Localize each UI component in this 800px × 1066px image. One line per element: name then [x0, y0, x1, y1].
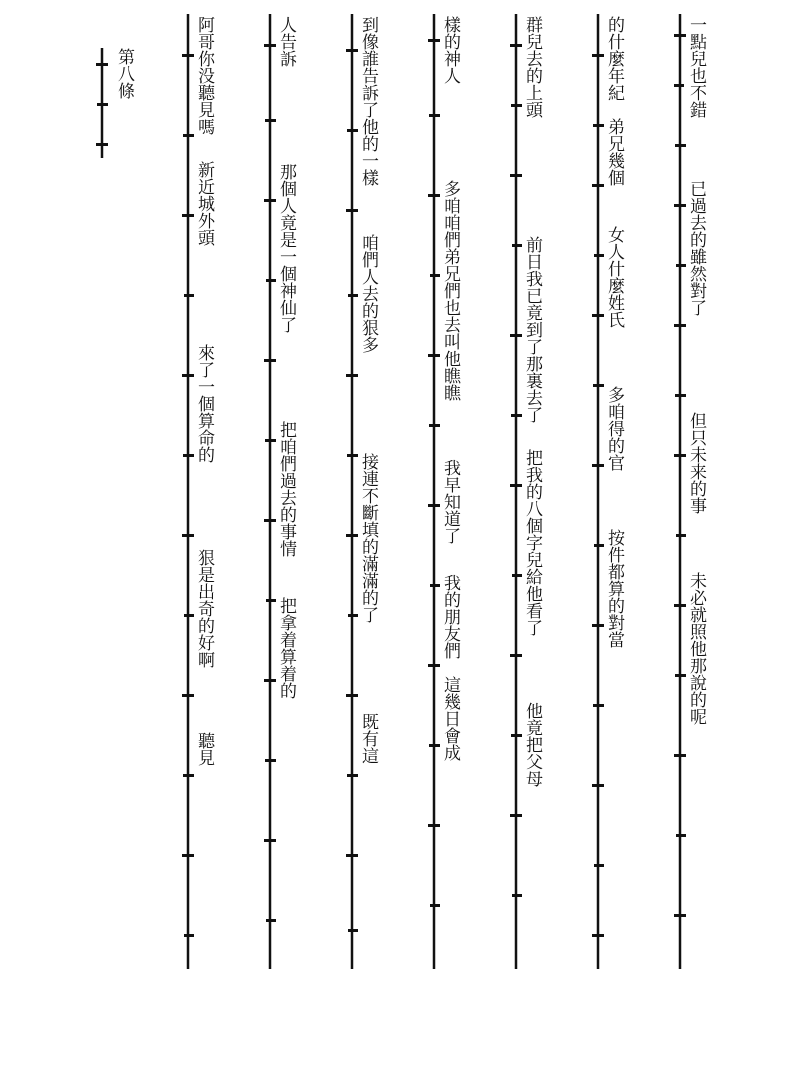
text-segment: 的什麼年紀 弟兄幾個 — [604, 16, 624, 186]
text-column-1 — [686, 16, 706, 725]
text-segment: 接連不斷填的滿滿的了 — [358, 453, 378, 623]
text-segment: 新近城外頭 — [194, 161, 214, 246]
text-segment: 女人什麼姓氏 — [604, 226, 624, 328]
text-segment: 我早知道了 — [440, 459, 460, 544]
text-segment: 但只未来的事 — [686, 412, 706, 514]
text-segment: 把咱們過去的事情 — [276, 421, 296, 557]
text-segment: 那個人竟是一個神仙了 — [276, 163, 296, 333]
text-segment: 到像誰告訴了他的一樣 — [358, 16, 378, 186]
text-segment: 多咱咱們弟兄們也去叫他瞧瞧 — [440, 180, 460, 401]
text-column-3 — [522, 16, 542, 787]
text-segment: 按件都算的對當 — [604, 529, 624, 648]
text-column-4 — [440, 16, 460, 761]
section-heading — [114, 48, 134, 99]
text-segment: 他竟把父母 — [522, 702, 542, 787]
text-segment: 群兒去的上頭 — [522, 16, 542, 118]
text-segment: 既有這 — [358, 713, 378, 764]
text-column-2 — [604, 16, 624, 648]
text-column-6 — [276, 16, 296, 699]
text-segment: 我的朋友們 這幾日會成 — [440, 574, 460, 761]
text-segment: 一點兒也不錯 — [686, 16, 706, 118]
section-number: 第八條 — [114, 48, 134, 99]
text-column-5 — [358, 16, 378, 764]
text-segment: 聽見 — [194, 732, 214, 766]
text-segment: 咱們人去的狠多 — [358, 234, 378, 353]
text-segment: 未必就照他那說的呢 — [686, 572, 706, 725]
manchu-script-column — [94, 48, 110, 168]
text-segment: 來了一個算命的 — [194, 344, 214, 463]
text-segment: 前日我已竟到了那裏去了 — [522, 236, 542, 423]
text-segment: 把我的八個字兒給他看了 — [522, 449, 542, 636]
text-segment: 把拿着算着的 — [276, 597, 296, 699]
text-segment: 樣的神人 — [440, 16, 460, 84]
text-segment: 人告訴 — [276, 16, 296, 67]
text-segment: 已過去的雖然對了 — [686, 180, 706, 316]
text-column-7 — [194, 16, 214, 766]
text-segment: 阿哥你没聽見嗎 — [194, 16, 214, 135]
text-segment: 狠是出奇的好啊 — [194, 549, 214, 668]
text-segment: 多咱得的官 — [604, 386, 624, 471]
